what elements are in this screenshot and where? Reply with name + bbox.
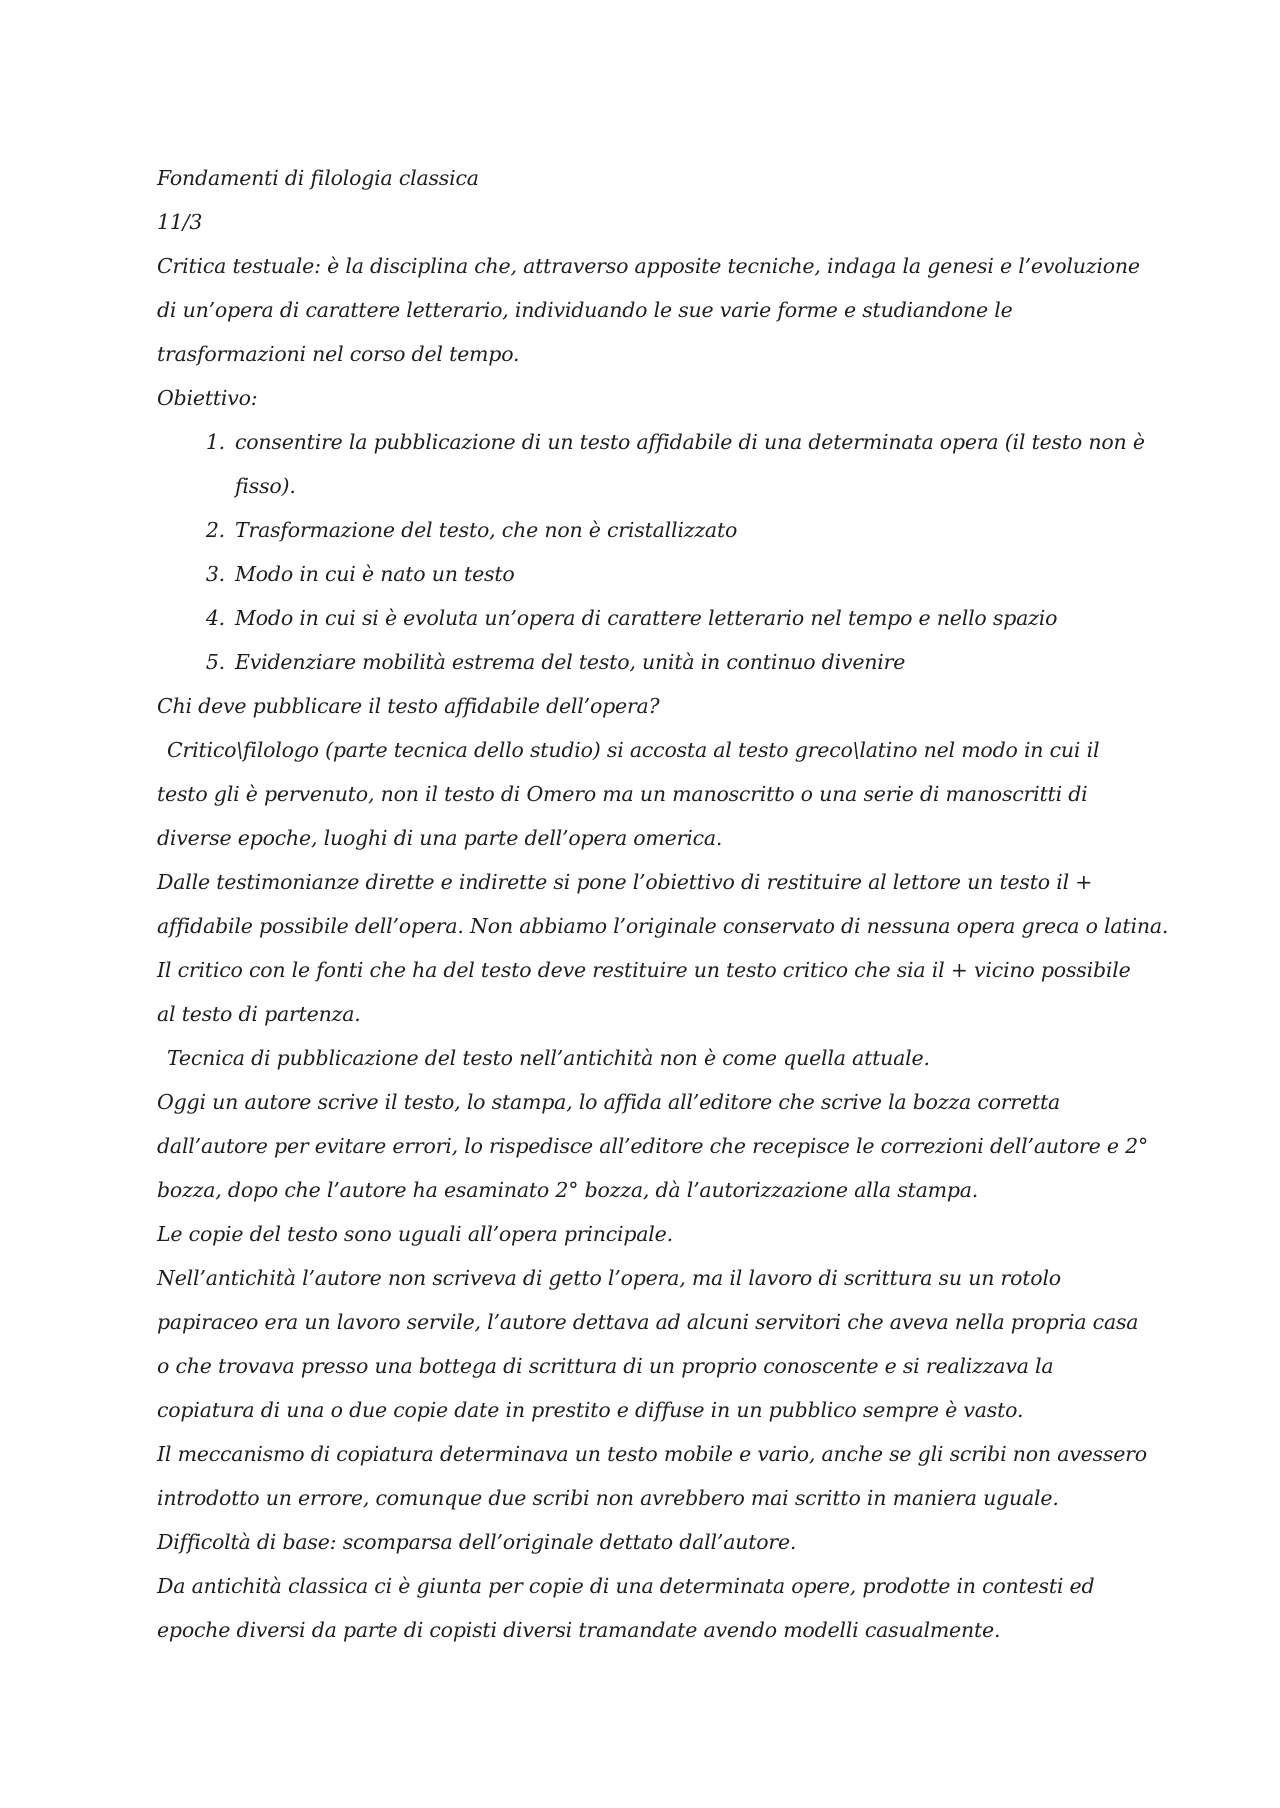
question-line: Chi deve pubblicare il testo affidabile dell’opera?: [157, 694, 660, 718]
list-item: [157, 596, 1147, 640]
text-line: introdotto un errore, comunque due scribi non avrebbero mai scritto in maniera uguale.: [157, 1486, 1059, 1510]
list-item: [157, 508, 1147, 552]
classical-paragraph: [157, 1564, 1147, 1652]
text-line: Da antichità classica ci è giunta per copie di una determinata opere, prodotte in contesti ed: [157, 1574, 1095, 1598]
text-line: epoche diversi da parte di copisti diversi tramandate avendo modelli casualmente.: [157, 1618, 1001, 1642]
list-item-text: Modo in cui si è evoluta un’opera di carattere letterario nel tempo e nello spazio: [235, 606, 1058, 630]
handwritten-notes: [157, 156, 1169, 1652]
list-item: [157, 420, 1147, 508]
text-line: bozza, dopo che l’autore ha esaminato 2° bozza, dà l’autorizzazione alla stampa.: [157, 1178, 979, 1202]
definition-paragraph: [157, 244, 1147, 376]
objective-label: Obiettivo:: [157, 386, 258, 410]
list-item-text: fisso).: [235, 474, 296, 498]
text-line: o che trovava presso una bottega di scrittura di un proprio conoscente e si realizzava la: [157, 1354, 1054, 1378]
text-line: copiatura di una o due copie date in prestito e diffuse in un pubblico sempre è vasto.: [157, 1398, 1024, 1422]
difficulty-line: Difficoltà di base: scomparsa dell’originale dettato dall’autore.: [157, 1530, 797, 1554]
list-item-text: Modo in cui è nato un testo: [235, 562, 515, 586]
text-line: trasformazioni nel corso del tempo.: [157, 342, 520, 366]
list-number: 1.: [205, 430, 225, 454]
list-item-text: Trasformazione del testo, che non è cristallizzato: [235, 518, 738, 542]
testimony-paragraph: [157, 860, 1169, 1036]
text-line: papiraceo era un lavoro servile, l’autore dettava ad alcuni servitori che aveva nella propria casa: [157, 1310, 1139, 1334]
list-number: 5.: [205, 650, 225, 674]
text-line: affidabile possibile dell’opera. Non abbiamo l’originale conservato di nessuna opera greca o latina.: [157, 914, 1169, 938]
text-line: Dalle testimonianze dirette e indirette si pone l’obiettivo di restituire al lettore un testo il +: [157, 870, 1093, 894]
ancient-paragraph: [157, 1256, 1147, 1432]
text-line: dall’autore per evitare errori, lo rispedisce all’editore che recepisce le correzioni dell’autore e 2°: [157, 1134, 1149, 1158]
objectives-list: [157, 420, 1147, 684]
text-line: testo gli è pervenuto, non il testo di Omero ma un manoscritto o una serie di manoscritti di: [157, 782, 1088, 806]
mechanism-paragraph: [157, 1432, 1147, 1520]
document-title: Fondamenti di filologia classica: [157, 166, 479, 190]
text-line: Critica testuale: è la disciplina che, attraverso apposite tecniche, indaga la genesi e l’evoluzione: [157, 254, 1140, 278]
text-line: Critico\filologo (parte tecnica dello studio) si accosta al testo greco\latino nel modo in cui il: [167, 738, 1100, 762]
list-item-text: Evidenziare mobilità estrema del testo, unità in continuo divenire: [235, 650, 906, 674]
text-line: Il critico con le fonti che ha del testo deve restituire un testo critico che sia il + vicino possibile: [157, 958, 1131, 982]
list-item: [157, 552, 1147, 596]
text-line: Oggi un autore scrive il testo, lo stampa, lo affida all’editore che scrive la bozza corretta: [157, 1090, 1061, 1114]
copies-line: Le copie del testo sono uguali all’opera principale.: [157, 1222, 673, 1246]
list-number: 4.: [205, 606, 225, 630]
list-number: 2.: [205, 518, 225, 542]
list-item-text: consentire la pubblicazione di un testo affidabile di una determinata opera (il testo non è: [235, 430, 1145, 454]
list-item: [157, 640, 1147, 684]
text-line: Nell’antichità l’autore non scriveva di getto l’opera, ma il lavoro di scrittura su un rotolo: [157, 1266, 1061, 1290]
text-line: al testo di partenza.: [157, 1002, 361, 1026]
text-line: di un’opera di carattere letterario, individuando le sue varie forme e studiandone le: [157, 298, 1013, 322]
text-line: Il meccanismo di copiatura determinava un testo mobile e vario, anche se gli scribi non avessero: [157, 1442, 1147, 1466]
text-line: diverse epoche, luoghi di una parte dell’opera omerica.: [157, 826, 723, 850]
document-date: 11/3: [157, 210, 203, 234]
list-number: 3.: [205, 562, 225, 586]
answer-paragraph: [157, 728, 1147, 860]
modern-paragraph: [157, 1080, 1147, 1212]
technique-line: Tecnica di pubblicazione del testo nell’antichità non è come quella attuale.: [167, 1046, 930, 1070]
